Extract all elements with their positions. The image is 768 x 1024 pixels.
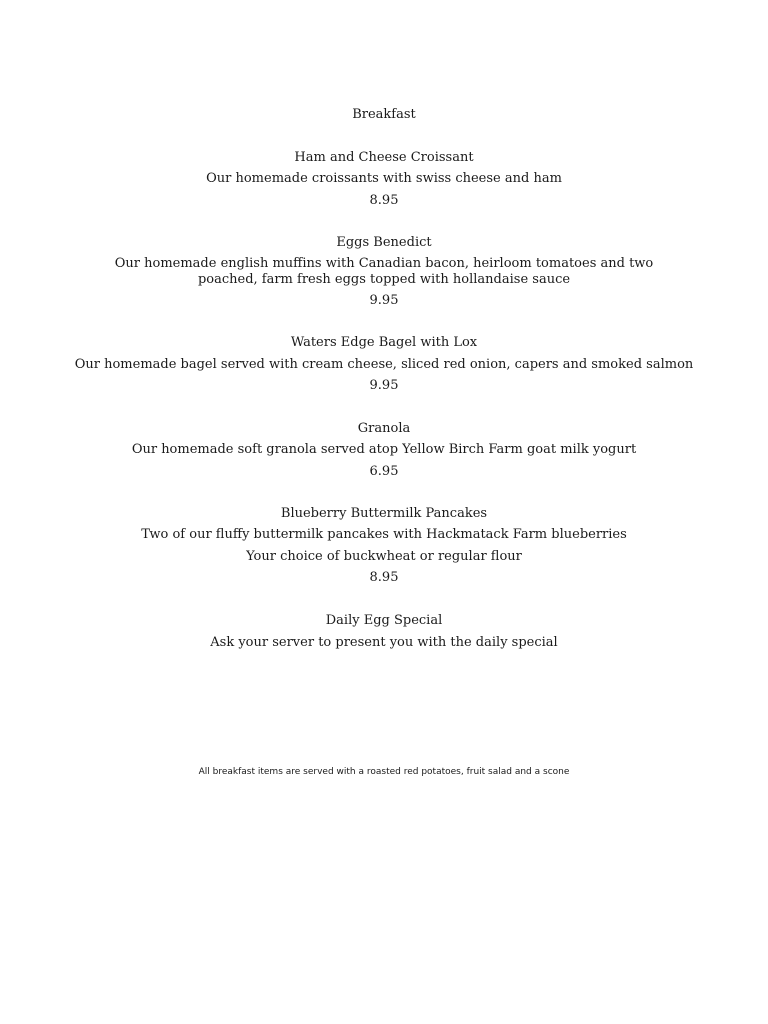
item-name: Waters Edge Bagel with Lox bbox=[290, 335, 478, 350]
menu-title: Breakfast bbox=[352, 107, 416, 122]
menu-footnote: All breakfast items are served with a roasted red potatoes, fruit salad and a scone bbox=[198, 767, 570, 777]
item-price: 9.95 bbox=[369, 293, 399, 308]
item-name: Blueberry Buttermilk Pancakes bbox=[280, 506, 488, 521]
item-price: 8.95 bbox=[369, 193, 399, 208]
item-name: Daily Egg Special bbox=[325, 613, 443, 628]
item-name: Ham and Cheese Croissant bbox=[294, 150, 474, 165]
item-name: Eggs Benedict bbox=[336, 235, 432, 250]
item-description: Two of our fluffy buttermilk pancakes with Hackmatack Farm blueberries bbox=[141, 527, 627, 542]
item-price: 6.95 bbox=[369, 464, 399, 479]
item-description: Our homemade croissants with swiss cheese and ham bbox=[206, 171, 562, 186]
item-price: 9.95 bbox=[369, 378, 399, 393]
item-name: Granola bbox=[357, 421, 411, 436]
item-price: 8.95 bbox=[369, 570, 399, 585]
item-note: Your choice of buckwheat or regular flour bbox=[246, 549, 522, 564]
item-description: Our homemade soft granola served atop Yellow Birch Farm goat milk yogurt bbox=[131, 442, 637, 457]
item-description: Ask your server to present you with the daily special bbox=[210, 635, 558, 650]
item-description: Our homemade bagel served with cream cheese, sliced red onion, capers and smoked salmon bbox=[74, 357, 694, 372]
item-description: Our homemade english muffins with Canadian bacon, heirloom tomatoes and two poached, farm fresh eggs topped with hollandaise sauce bbox=[114, 256, 654, 287]
